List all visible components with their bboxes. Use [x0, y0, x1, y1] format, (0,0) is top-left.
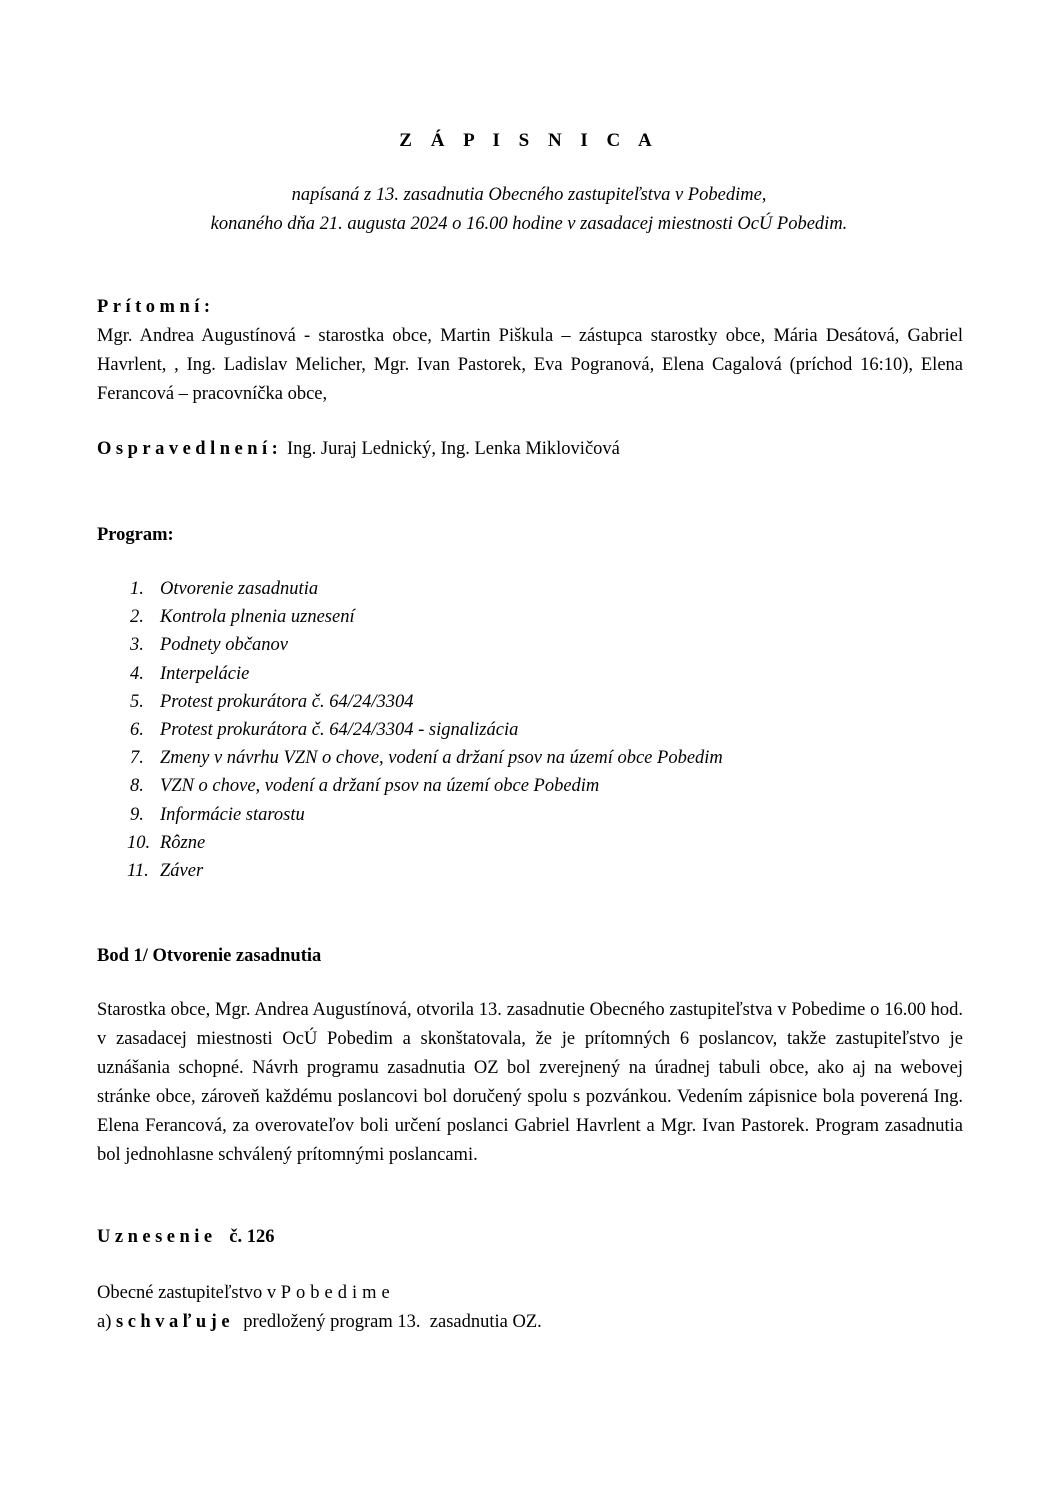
document-subtitle: [0, 181, 1058, 239]
bod1-text: Starostka obce, Mgr. Andrea Augustínová, otvorila 13. zasadnutie Obecného zastupiteľstva v Pobedime o 16.00 hod. v zasadacej miestnosti OcÚ Pobedim a skonštatovala, že je prítomných 6 poslancov, takže zastupiteľstvo je uznášania schopné. Návrh programu zasadnutia OZ bol zverejnený na úradnej tabuli obce, ako aj na webovej stránke obce, zároveň každému poslancovi bol doručený spolu s pozvánkou. Vedením zápisnice bola poverená Ing. Elena Ferancová, za overovateľov boli určení poslanci Gabriel Havrlent a Mgr. Ivan Pastorek. Program zasadnutia bol jednohlasne schválený prítomnými poslancami.: [97, 1000, 963, 1165]
resolution-number: č. 126: [229, 1227, 275, 1247]
program-item-number: 2.: [130, 607, 144, 628]
program-item: [130, 660, 723, 688]
resolution-item: [97, 1308, 963, 1337]
program-item: [130, 716, 723, 744]
program-item: [130, 772, 723, 800]
program-item: [127, 857, 723, 885]
document-title: Z Á P I S N I C A: [399, 130, 659, 151]
program-item-number: 3.: [130, 635, 144, 656]
program-item-text: Záver: [160, 861, 204, 882]
program-item-text: VZN o chove, vodení a držaní psov na území obce Pobedim: [160, 776, 600, 797]
program-item: [130, 801, 723, 829]
program-item: [130, 744, 723, 772]
resolution-body: [97, 1279, 963, 1337]
program-item: [130, 575, 723, 603]
resolution-item-text: predložený program 13. zasadnutia OZ.: [234, 1312, 542, 1332]
program-item-number: 4.: [130, 663, 144, 684]
program-item-text: Kontrola plnenia uznesení: [160, 607, 355, 628]
program-item: [130, 603, 723, 631]
program-item-text: Informácie starostu: [160, 804, 305, 825]
present-text: Mgr. Andrea Augustínová - starostka obce, Martin Piškula – zástupca starostky obce, Mária Desátová, Gabriel Havrlent, , Ing. Ladislav Melicher, Mgr. Ivan Pastorek, Eva Pogranová, Elena Cagalová (príchod 16:10), Elena Ferancová – pracovníčka obce,: [97, 326, 963, 404]
program-item: [130, 688, 723, 716]
program-item-text: Protest prokurátora č. 64/24/3304: [160, 691, 414, 712]
resolution-item-prefix: a): [97, 1312, 116, 1332]
resolution-body-prefix: Obecné zastupiteľstvo v: [97, 1283, 281, 1303]
program-item-number: 5.: [130, 691, 144, 712]
subtitle-line-1: napísaná z 13. zasadnutia Obecného zastupiteľstva v Pobedime,: [291, 185, 767, 205]
program-item-number: 6.: [130, 720, 144, 741]
excused-label: Ospravedlnení:: [97, 439, 283, 459]
program-item-text: Protest prokurátora č. 64/24/3304 - signalizácia: [160, 720, 519, 741]
program-label: Program:: [97, 525, 174, 545]
program-item-number: 9.: [130, 804, 144, 825]
program-item-text: Podnety občanov: [160, 635, 288, 656]
program-item-number: 11.: [127, 861, 149, 882]
resolution-item-verb: schvaľuje: [116, 1312, 235, 1332]
program-item-number: 10.: [127, 832, 151, 853]
program-item: [127, 829, 723, 857]
program-item-text: Otvorenie zasadnutia: [160, 579, 319, 599]
excused-text: Ing. Juraj Lednický, Ing. Lenka Miklovičová: [286, 439, 620, 459]
subtitle-line-2: konaného dňa 21. augusta 2024 o 16.00 hodine v zasadacej miestnosti OcÚ Pobedim.: [210, 214, 848, 234]
present-label: Prítomní:: [97, 297, 215, 317]
present-section: [97, 293, 963, 409]
program-item-number: 1.: [130, 579, 144, 599]
resolution-label: Uznesenie: [97, 1227, 217, 1247]
program-list: [127, 575, 723, 885]
bod1-heading: Bod 1/ Otvorenie zasadnutia: [97, 946, 322, 966]
program-item-text: Zmeny v návrhu VZN o chove, vodení a držaní psov na území obce Pobedim: [160, 748, 723, 769]
program-item-text: Interpelácie: [160, 663, 250, 684]
program-item-text: Rôzne: [160, 832, 206, 853]
excused-section: [97, 435, 963, 464]
resolution-body-line: [97, 1279, 963, 1308]
resolution-body-place: Pobedime: [280, 1283, 395, 1303]
program-item-number: 7.: [130, 748, 144, 769]
program-item-number: 8.: [130, 776, 144, 797]
resolution-heading: [97, 1223, 963, 1252]
program-item: [130, 631, 723, 659]
